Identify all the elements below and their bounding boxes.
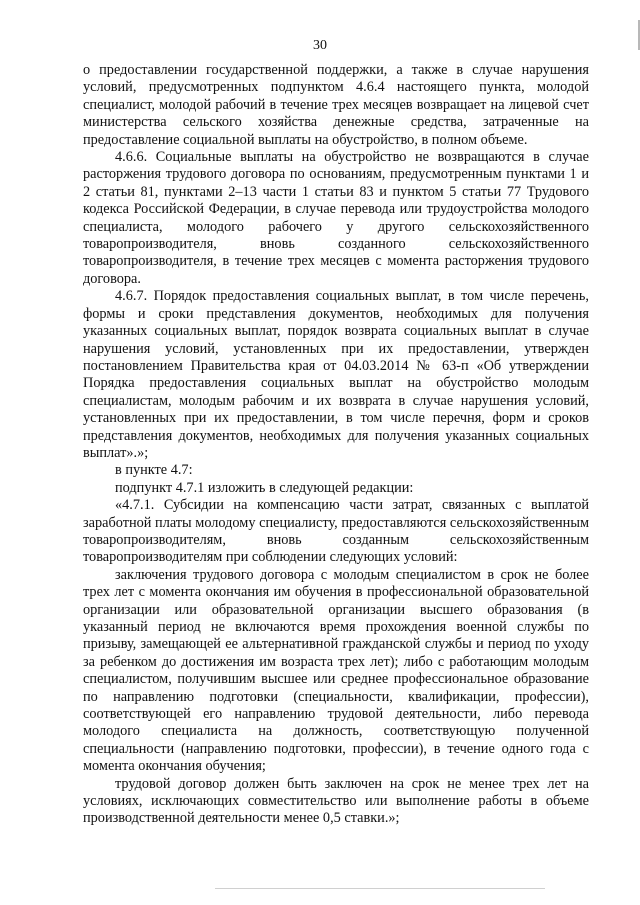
paragraph-4-6-6: 4.6.6. Социальные выплаты на обустройство не возвращаются в случае расторжения трудового договора по основаниям, предусмотренным пунктами 1 и 2 статьи 81, пунктами 2–13 части 1 статьи 83 и пунктом 5 статьи 77 Трудового кодекса Российской Федерации, в случае перевода или трудоустройства молодого специалиста, молодого рабочего у другого сельскохозяйственного товаропроизводителя, вновь созданного сельскохозяйственного товаропроизводителя, в течение трех месяцев с момента расторжения трудового договора. <box>83 149 589 287</box>
document-body <box>83 62 589 828</box>
page-number: 30 <box>313 38 327 53</box>
paragraph-4-6-7: 4.6.7. Порядок предоставления социальных выплат, в том числе перечень, формы и сроки представления документов, необходимых для получения указанных социальных выплат, порядок возврата социальных выплат в случае нарушения условий, установленных при их предоставлении, утвержден постановлением Правительства края от 04.03.2014 № 63-п «Об утверждении Порядка предоставления социальных выплат на обустройство молодым специалистам, молодым рабочим и их возврата в случае нарушения условий, установленных при их предоставлении, в том числе перечня, форм и сроков представления документов, необходимых для получения указанных социальных выплат».»; <box>83 288 589 461</box>
paragraph-condition-contract: заключения трудового договора с молодым специалистом в срок не более трех лет с момента окончания им обучения в профессиональной образовательной организации или образовательной организации высшего образования (в указанный период не включаются время прохождения военной службы по призыву, замещающей ее альтернативной гражданской службы и период по уходу за ребенком до достижения им возраста трех лет); либо с работающим молодым специалистом, получившим высшее или среднее профессиональное образование по направлению подготовки (специальности, квалификации, профессии), соответствующей его направлению трудовой деятельности, либо перевода молодого специалиста на должность, соответствующую полученной специальности (направлению подготовки, профессии), в течение одного года с момента окончания обучения; <box>83 566 589 775</box>
paragraph-subpoint-instruction: подпункт 4.7.1 изложить в следующей редакции: <box>115 479 414 496</box>
paragraph-4-7-1: «4.7.1. Субсидии на компенсацию части затрат, связанных с выплатой заработной платы молодому специалисту, предоставляются сельскохозяйственным товаропроизводителям, вновь созданным сельскохозяйственным товаропроизводителям при соблюдении следующих условий: <box>83 497 589 566</box>
paragraph-point-4-7: в пункте 4.7: <box>115 462 193 479</box>
page-bottom-line <box>215 888 545 889</box>
paragraph-continuation: о предоставлении государственной поддержки, а также в случае нарушения условий, предусмотренных подпунктом 4.6.4 настоящего пункта, молодой специалист, молодой рабочий в течение трех месяцев возвращает на лицевой счет министерства сельского хозяйства денежные средства, затраченные на предоставление социальной выплаты на обустройство, в полном объеме. <box>83 62 589 148</box>
paragraph-condition-term: трудовой договор должен быть заключен на срок не менее трех лет на условиях, исключающих совместительство или выполнение работы в объеме производственной деятельности менее 0,5 ставки.»; <box>83 775 589 827</box>
